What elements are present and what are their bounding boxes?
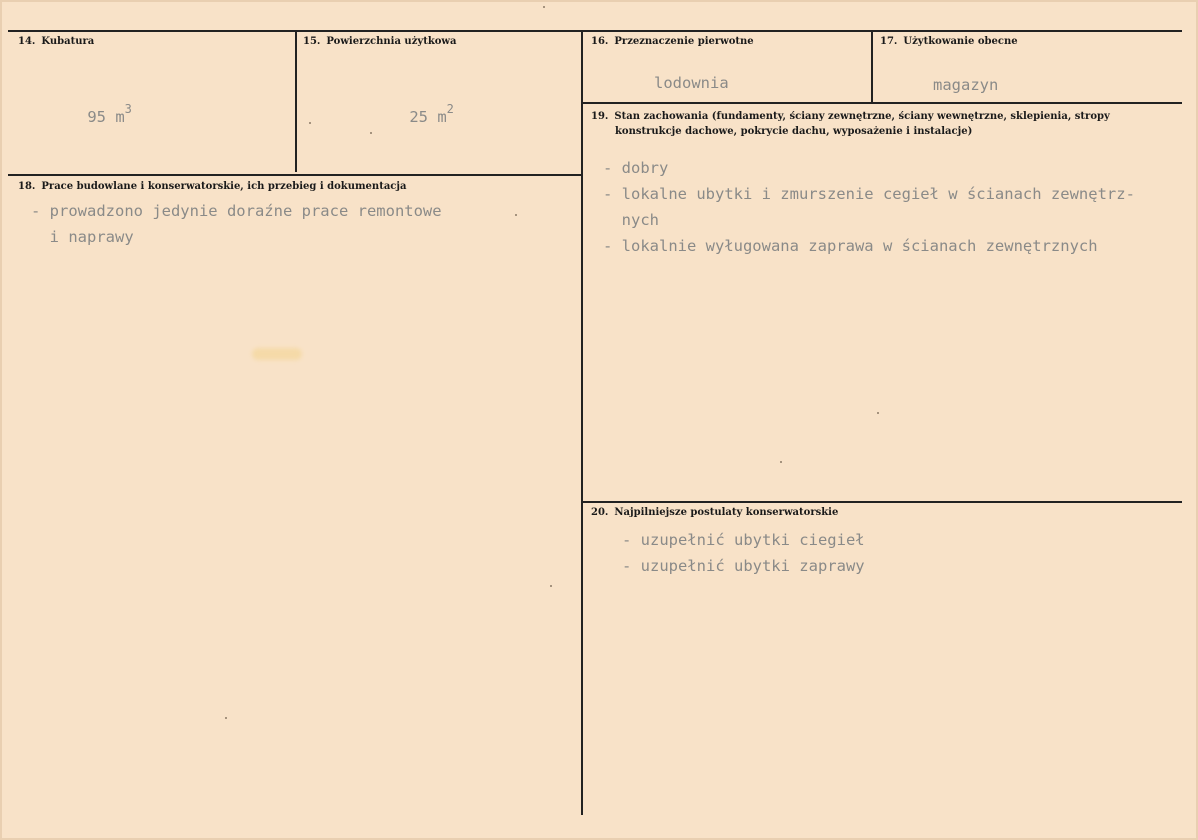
field-19-line: - lokalne ubytki i zmurszenie cegieł w ścianach zewnętrz- — [603, 185, 1135, 203]
paper-speck — [370, 132, 372, 134]
paper-speck — [515, 214, 517, 216]
field-17-label — [880, 34, 1018, 49]
field-14-value — [50, 70, 132, 156]
field-14-label — [18, 34, 94, 49]
paper-speck — [543, 6, 545, 8]
paper-speck — [550, 585, 552, 587]
area-unit-exponent: 2 — [446, 102, 454, 116]
field-15-label — [303, 34, 457, 49]
field-20-number: 20. — [591, 507, 609, 518]
field-17-value: magazyn — [933, 76, 999, 94]
field-19-label — [591, 109, 1161, 139]
paper-speck — [225, 717, 227, 719]
divider-14-15 — [295, 31, 297, 172]
field-18-label — [18, 179, 406, 194]
field-16-value: lodownia — [654, 74, 729, 92]
divider-16-17 — [871, 31, 873, 103]
field-16-title: Przeznaczenie pierwotne — [614, 36, 754, 47]
field-15-number: 15. — [303, 36, 321, 47]
field-18-line: i naprawy — [31, 228, 134, 246]
field-20-title: Najpilniejsze postulaty konserwatorskie — [614, 507, 839, 518]
field-14-number: 14. — [18, 36, 36, 47]
field-20-line: - uzupełnić ubytki zaprawy — [622, 557, 865, 575]
field-19-line: - lokalnie wyługowana zaprawa w ścianach zewnętrznych — [603, 237, 1098, 255]
field-20-line: - uzupełnić ubytki ciegieł — [622, 531, 865, 549]
top-rule — [8, 30, 1182, 32]
field-19-title: Stan zachowania (fundamenty, ściany zewnętrzne, ściany wewnętrzne, sklepienia, stropy konstrukcje dachowe, pokrycie dachu, wyposażenie i instalacje) — [614, 111, 1110, 137]
paper-speck — [309, 122, 311, 124]
field-18-line: - prowadzono jedynie doraźne prace remontowe — [31, 202, 442, 220]
field-19-line: - dobry — [603, 159, 669, 177]
field-19-number: 19. — [591, 111, 609, 122]
field-15-value — [372, 70, 454, 156]
paper-speck — [780, 461, 782, 463]
field-16-number: 16. — [591, 36, 609, 47]
rule-above-20 — [583, 501, 1182, 503]
field-15-title: Powierzchnia użytkowa — [326, 36, 457, 47]
volume-unit-exponent: 3 — [124, 102, 132, 116]
field-18-title: Prace budowlane i konserwatorskie, ich przebieg i dokumentacja — [41, 181, 407, 192]
rule-above-19 — [583, 102, 1182, 104]
area-value: 25 m — [409, 108, 447, 126]
paper-speck — [877, 412, 879, 414]
rule-above-18 — [8, 174, 583, 176]
field-17-title: Użytkowanie obecne — [903, 36, 1018, 47]
volume-value: 95 m — [87, 108, 125, 126]
field-17-number: 17. — [880, 36, 898, 47]
paper-stain — [252, 348, 302, 360]
field-14-title: Kubatura — [41, 36, 95, 47]
center-divider — [581, 31, 583, 815]
field-16-label — [591, 34, 754, 49]
field-20-label — [591, 505, 838, 520]
field-19-line: nych — [603, 211, 659, 229]
field-18-number: 18. — [18, 181, 36, 192]
